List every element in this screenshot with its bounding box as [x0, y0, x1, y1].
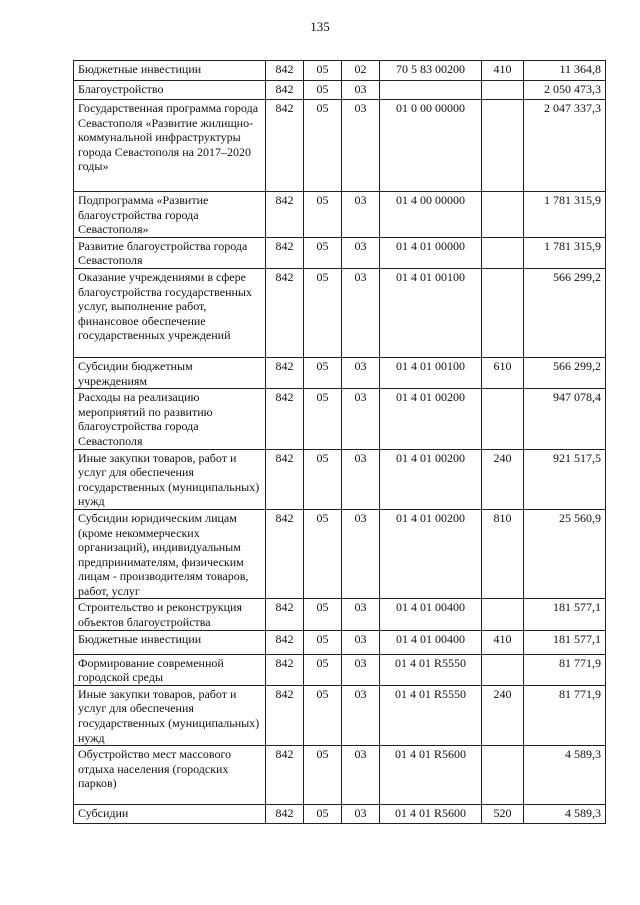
- cell-expense-type: 810: [482, 509, 524, 599]
- table-row: [74, 81, 606, 100]
- cell-subsection: 03: [342, 805, 380, 824]
- cell-target-article: 01 4 01 R5600: [380, 746, 482, 805]
- cell-target-article: 01 4 01 00100: [380, 268, 482, 357]
- cell-code: 842: [266, 100, 304, 192]
- cell-target-article: 70 5 83 00200: [380, 61, 482, 81]
- cell-code: 842: [266, 61, 304, 81]
- cell-subsection: 03: [342, 81, 380, 100]
- cell-amount: 81 771,9: [524, 654, 606, 685]
- cell-amount: 81 771,9: [524, 685, 606, 745]
- cell-subsection: 03: [342, 630, 380, 654]
- cell-amount: 4 589,3: [524, 746, 606, 805]
- cell-expense-type: [482, 81, 524, 100]
- cell-target-article: 01 4 01 00400: [380, 630, 482, 654]
- table-row: [74, 192, 606, 238]
- cell-amount: 1 781 315,9: [524, 192, 606, 238]
- cell-name: Бюджетные инвестиции: [74, 630, 266, 654]
- cell-name: Строительство и реконструкция объектов благоустройства: [74, 599, 266, 630]
- cell-expense-type: [482, 389, 524, 449]
- cell-expense-type: [482, 599, 524, 630]
- cell-amount: 2 047 337,3: [524, 100, 606, 192]
- cell-subsection: 03: [342, 268, 380, 357]
- cell-section: 05: [304, 654, 342, 685]
- table-row: [74, 389, 606, 449]
- cell-code: 842: [266, 389, 304, 449]
- cell-expense-type: 410: [482, 630, 524, 654]
- cell-code: 842: [266, 805, 304, 824]
- cell-target-article: 01 4 01 R5550: [380, 654, 482, 685]
- cell-section: 05: [304, 630, 342, 654]
- cell-amount: 566 299,2: [524, 268, 606, 357]
- cell-section: 05: [304, 685, 342, 745]
- cell-target-article: 01 4 01 00000: [380, 237, 482, 268]
- cell-section: 05: [304, 449, 342, 509]
- cell-target-article: 01 4 01 R5550: [380, 685, 482, 745]
- cell-target-article: 01 0 00 00000: [380, 100, 482, 192]
- cell-expense-type: 610: [482, 357, 524, 388]
- cell-name: Субсидии юридическим лицам (кроме некоммерческих организаций), индивидуальным предпринимателям, физическим лицам - производителям товаров, работ, услуг: [74, 509, 266, 599]
- cell-subsection: 03: [342, 746, 380, 805]
- cell-subsection: 03: [342, 357, 380, 388]
- cell-expense-type: [482, 237, 524, 268]
- cell-section: 05: [304, 805, 342, 824]
- cell-section: 05: [304, 389, 342, 449]
- cell-code: 842: [266, 630, 304, 654]
- cell-amount: 11 364,8: [524, 61, 606, 81]
- cell-section: 05: [304, 746, 342, 805]
- cell-code: 842: [266, 449, 304, 509]
- table-row: [74, 599, 606, 630]
- cell-section: 05: [304, 599, 342, 630]
- cell-amount: 181 577,1: [524, 630, 606, 654]
- cell-code: 842: [266, 192, 304, 238]
- cell-amount: 2 050 473,3: [524, 81, 606, 100]
- cell-expense-type: [482, 268, 524, 357]
- cell-name: Субсидии бюджетным учреждениям: [74, 357, 266, 388]
- table-row: [74, 630, 606, 654]
- cell-code: 842: [266, 237, 304, 268]
- table-row: [74, 357, 606, 388]
- cell-code: 842: [266, 357, 304, 388]
- cell-target-article: 01 4 00 00000: [380, 192, 482, 238]
- cell-name: Расходы на реализацию мероприятий по развитию благоустройства города Севастополя: [74, 389, 266, 449]
- cell-expense-type: [482, 192, 524, 238]
- cell-amount: 25 560,9: [524, 509, 606, 599]
- table-row: [74, 654, 606, 685]
- cell-section: 05: [304, 357, 342, 388]
- table-row: [74, 746, 606, 805]
- cell-subsection: 03: [342, 509, 380, 599]
- cell-subsection: 03: [342, 389, 380, 449]
- cell-name: Государственная программа города Севастополя «Развитие жилищно-коммунальной инфраструктуры города Севастополя на 2017–2020 годы»: [74, 100, 266, 192]
- cell-name: Обустройство мест массового отдыха населения (городских парков): [74, 746, 266, 805]
- cell-target-article: 01 4 01 00200: [380, 509, 482, 599]
- cell-name: Субсидии: [74, 805, 266, 824]
- cell-target-article: 01 4 01 00200: [380, 389, 482, 449]
- cell-target-article: 01 4 01 00200: [380, 449, 482, 509]
- cell-name: Формирование современной городской среды: [74, 654, 266, 685]
- cell-amount: 181 577,1: [524, 599, 606, 630]
- table-row: [74, 449, 606, 509]
- cell-amount: 1 781 315,9: [524, 237, 606, 268]
- cell-subsection: 03: [342, 192, 380, 238]
- cell-name: Иные закупки товаров, работ и услуг для обеспечения государственных (муниципальных) нужд: [74, 449, 266, 509]
- table-row: [74, 237, 606, 268]
- cell-subsection: 03: [342, 685, 380, 745]
- budget-table: [73, 60, 606, 824]
- cell-section: 05: [304, 237, 342, 268]
- cell-subsection: 03: [342, 100, 380, 192]
- table-row: [74, 685, 606, 745]
- cell-code: 842: [266, 746, 304, 805]
- cell-target-article: [380, 81, 482, 100]
- cell-name: Бюджетные инвестиции: [74, 61, 266, 81]
- cell-subsection: 03: [342, 237, 380, 268]
- table-row: [74, 100, 606, 192]
- budget-table-body: [74, 61, 606, 824]
- cell-section: 05: [304, 509, 342, 599]
- table-row: [74, 268, 606, 357]
- cell-section: 05: [304, 268, 342, 357]
- cell-target-article: 01 4 01 R5600: [380, 805, 482, 824]
- cell-section: 05: [304, 81, 342, 100]
- cell-expense-type: [482, 654, 524, 685]
- cell-name: Иные закупки товаров, работ и услуг для обеспечения государственных (муниципальных) нужд: [74, 685, 266, 745]
- cell-code: 842: [266, 81, 304, 100]
- cell-code: 842: [266, 268, 304, 357]
- page-number: 135: [310, 19, 330, 34]
- cell-code: 842: [266, 685, 304, 745]
- cell-name: Развитие благоустройства города Севастополя: [74, 237, 266, 268]
- cell-expense-type: [482, 746, 524, 805]
- table-row: [74, 61, 606, 81]
- cell-subsection: 03: [342, 654, 380, 685]
- cell-amount: 4 589,3: [524, 805, 606, 824]
- cell-subsection: 03: [342, 449, 380, 509]
- cell-amount: 947 078,4: [524, 389, 606, 449]
- cell-amount: 566 299,2: [524, 357, 606, 388]
- cell-expense-type: 240: [482, 685, 524, 745]
- cell-section: 05: [304, 61, 342, 81]
- cell-expense-type: [482, 100, 524, 192]
- cell-name: Благоустройство: [74, 81, 266, 100]
- cell-target-article: 01 4 01 00100: [380, 357, 482, 388]
- table-row: [74, 509, 606, 599]
- cell-code: 842: [266, 509, 304, 599]
- cell-expense-type: 520: [482, 805, 524, 824]
- cell-code: 842: [266, 599, 304, 630]
- cell-code: 842: [266, 654, 304, 685]
- cell-subsection: 03: [342, 599, 380, 630]
- cell-name: Подпрограмма «Развитие благоустройства города Севастополя»: [74, 192, 266, 238]
- cell-subsection: 02: [342, 61, 380, 81]
- cell-name: Оказание учреждениями в сфере благоустройства государственных услуг, выполнение работ, финансовое обеспечение государственных учреждений: [74, 268, 266, 357]
- cell-expense-type: 240: [482, 449, 524, 509]
- cell-target-article: 01 4 01 00400: [380, 599, 482, 630]
- cell-section: 05: [304, 100, 342, 192]
- table-row: [74, 805, 606, 824]
- cell-amount: 921 517,5: [524, 449, 606, 509]
- cell-section: 05: [304, 192, 342, 238]
- cell-expense-type: 410: [482, 61, 524, 81]
